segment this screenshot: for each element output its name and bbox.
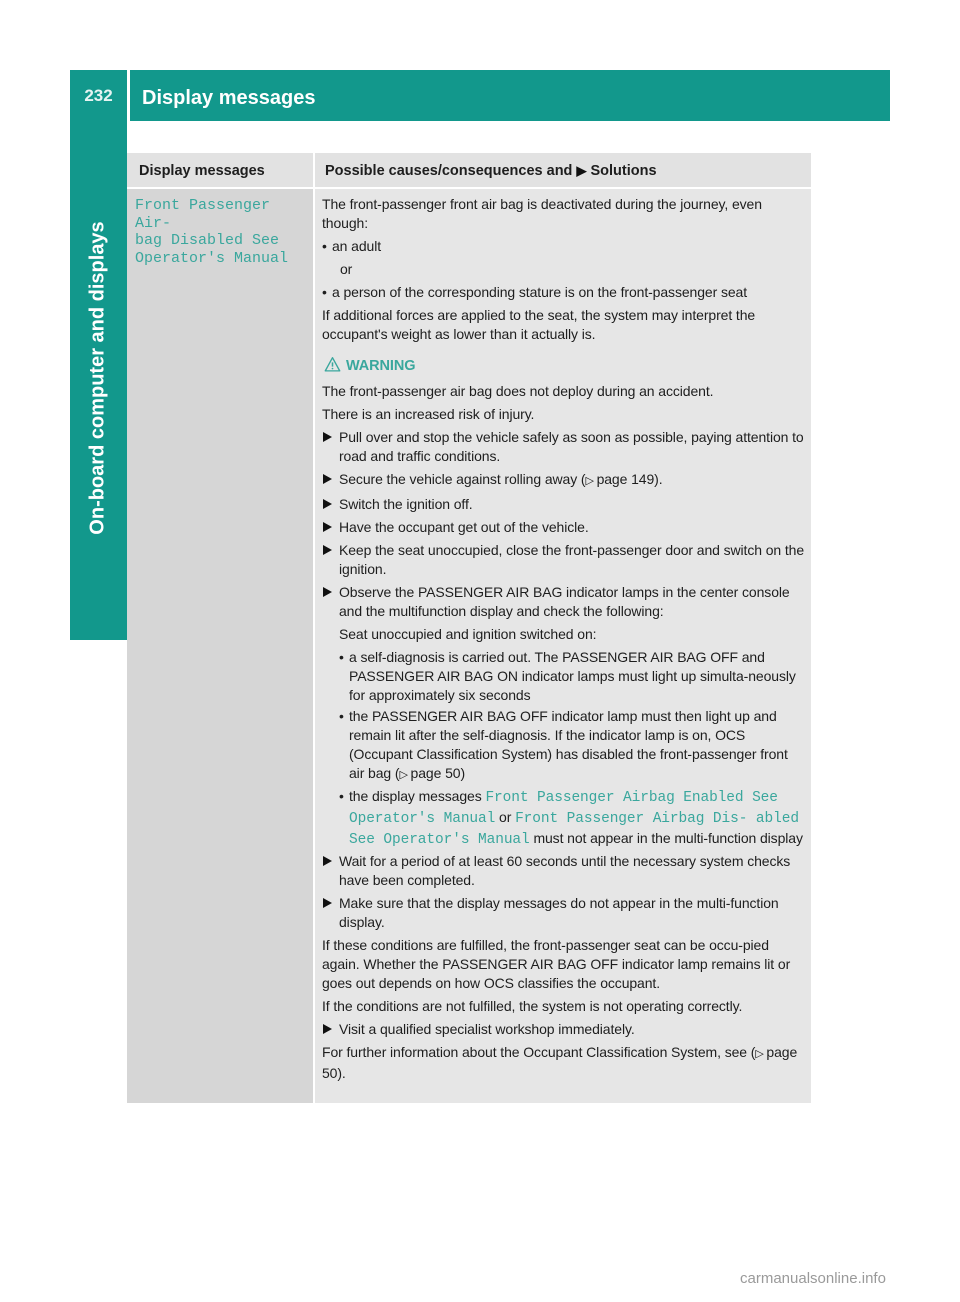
watermark: carmanualsonline.info	[740, 1270, 886, 1287]
step-item: Secure the vehicle against rolling away (▷ page 149).	[322, 470, 806, 491]
display-message-inline: Front Passenger Airbag Dis- abled See Operator's Manual	[349, 811, 799, 848]
page-ref-icon: ▷	[399, 769, 408, 781]
condition-item: • an adult	[322, 237, 806, 256]
column-header-solutions-text: Solutions	[590, 163, 657, 179]
warning-text: There is an increased risk of injury.	[322, 406, 535, 422]
check-item: • the display messages Front Passenger Airbag Enabled See Operator's Manual or Front Passenger Airbag Dis- abled See Operator's Manual must not appear in the multi-function display	[322, 787, 806, 850]
check-item: • a self-diagnosis is carried out. The PASSENGER AIR BAG OFF and PASSENGER AIR BAG ON indicator lamps must light up simulta-neously for approximately six seconds	[322, 648, 806, 705]
step-item: Make sure that the display messages do not appear in the multi-function display.	[322, 894, 806, 932]
page-number: 232	[84, 86, 113, 105]
fulfilled-text: If these conditions are fulfilled, the front-passenger seat can be occu-pied again. Whether the PASSENGER AIR BAG OFF indicator lamp remains lit or goes out depends on how OCS classifies the occupant.	[322, 937, 791, 991]
or-text: or	[340, 261, 353, 277]
step-item: Visit a qualified specialist workshop immediately.	[322, 1020, 806, 1039]
warning-text: The front-passenger air bag does not deploy during an accident.	[322, 383, 714, 399]
column-header-causes-text: Possible causes/consequences and	[325, 163, 573, 179]
step-item: Observe the PASSENGER AIR BAG indicator lamps in the center console and the multifunction display and check the following:	[322, 583, 806, 621]
display-message-line: Front Passenger Air‐	[135, 197, 271, 232]
page-ref-icon: ▷	[585, 475, 594, 487]
solution-arrow-icon: ▶	[576, 163, 587, 178]
message-cell	[127, 189, 313, 1103]
display-message-line: Operator's Manual	[135, 249, 289, 267]
page-ref-icon: ▷	[755, 1048, 764, 1060]
step-item: Have the occupant get out of the vehicle.	[322, 518, 806, 537]
warning-heading	[322, 354, 806, 376]
display-message-line: bag Disabled See	[135, 232, 280, 249]
step-item: Wait for a period of at least 60 seconds until the necessary system checks have been completed.	[322, 852, 806, 890]
further-info-text: For further information about the Occupant Classification System, see (▷ page 50).	[322, 1044, 798, 1081]
step-item: Keep the seat unoccupied, close the front-passenger door and switch on the ignition.	[322, 541, 806, 579]
intro-text: The front-passenger front air bag is deactivated during the journey, even though:	[322, 196, 762, 231]
causes-cell	[315, 189, 811, 1103]
warning-label: WARNING	[346, 358, 416, 374]
step-item: Pull over and stop the vehicle safely as soon as possible, paying attention to road and traffic conditions.	[322, 428, 806, 466]
check-item: • the PASSENGER AIR BAG OFF indicator lamp must then light up and remain lit after the self-diagnosis. If the indicator lamp is on, OCS (Occupant Classification System) has disabled the front-passenger front air bag (▷ page 50)	[322, 707, 806, 785]
column-header-messages	[127, 153, 313, 187]
not-fulfilled-text: If the conditions are not fulfilled, the system is not operating correctly.	[322, 998, 743, 1014]
section-title: Display messages	[142, 87, 316, 109]
header-divider	[127, 70, 130, 121]
step-item: Switch the ignition off.	[322, 495, 806, 514]
side-tab-label: On-board computer and displays	[86, 221, 109, 535]
condition-item: • a person of the corresponding stature is on the front-passenger seat	[322, 283, 806, 302]
display-message	[135, 197, 311, 267]
causes-content	[322, 195, 806, 1087]
warning-icon	[324, 356, 341, 373]
display-message-inline: Front Passenger Airbag Enabled See Operator's Manual	[349, 790, 778, 827]
display-messages-table	[127, 153, 811, 1103]
column-header-causes	[315, 153, 811, 187]
column-header-messages-text: Display messages	[139, 163, 265, 179]
page-header-bar	[70, 70, 890, 121]
seat-unoccupied-text: Seat unoccupied and ignition switched on:	[339, 626, 597, 642]
additional-text: If additional forces are applied to the seat, the system may interpret the occupant's weight as lower than it actually is.	[322, 307, 756, 342]
